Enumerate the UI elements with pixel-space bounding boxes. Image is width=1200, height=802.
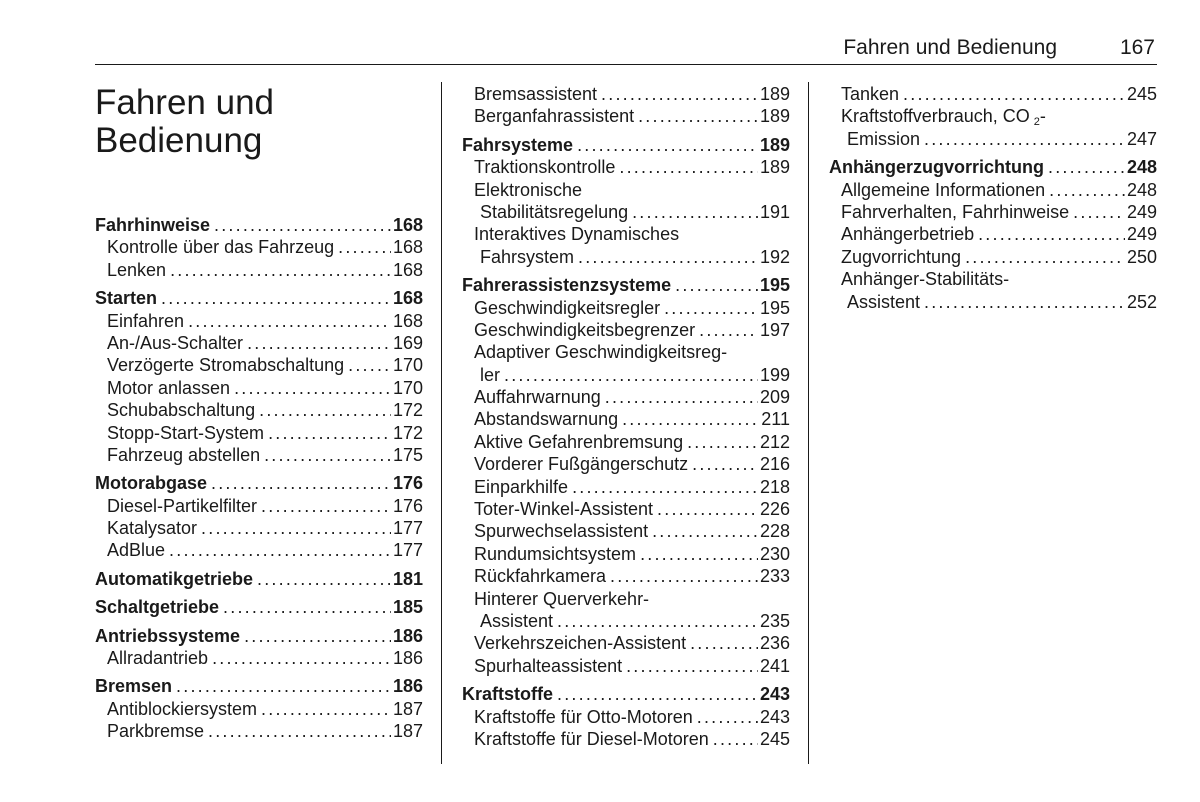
- toc-page-number: 185: [392, 597, 423, 618]
- toc-entry-label: Motor anlassen: [107, 377, 231, 398]
- toc-entry-label: Motorabgase: [95, 473, 208, 494]
- toc-page-number: 172: [392, 422, 423, 443]
- toc-entry[interactable]: [95, 720, 423, 742]
- toc-entry-label: Anhängerzugvorrichtung: [829, 157, 1044, 178]
- toc-entry[interactable]: [462, 201, 790, 223]
- dot-leader: [605, 386, 758, 408]
- toc-entry-label: Traktionskontrolle: [474, 157, 616, 178]
- toc-page-number: 186: [392, 676, 423, 697]
- toc-entry-label: Kraftstoffe für Otto-Motoren: [474, 706, 693, 727]
- toc-column-1: [95, 214, 423, 743]
- dot-leader: [687, 431, 758, 453]
- dot-leader: [557, 683, 758, 705]
- toc-entry-label: Rückfahrkamera: [474, 566, 607, 587]
- dot-leader: [264, 444, 391, 466]
- column-divider: [441, 82, 442, 764]
- dot-leader: [170, 259, 391, 281]
- toc-entry-label: Interaktives Dynamisches: [474, 224, 680, 245]
- toc-entry[interactable]: [95, 444, 423, 466]
- toc-page-number: 168: [392, 215, 423, 235]
- toc-entry-label: Tanken: [841, 84, 900, 104]
- toc-entry-label: Bremsassistent: [474, 84, 598, 104]
- dot-leader: [188, 310, 391, 332]
- dot-leader: [348, 354, 391, 376]
- toc-entry-label: Zugvorrichtung: [841, 246, 962, 267]
- dot-leader: [557, 610, 758, 632]
- dot-leader: [626, 655, 758, 677]
- toc-entry[interactable]: [462, 476, 790, 498]
- toc-entry[interactable]: [462, 543, 790, 565]
- toc-entry[interactable]: [95, 698, 423, 720]
- toc-page-number: 176: [392, 473, 423, 494]
- dot-leader: [713, 728, 758, 750]
- dot-leader: [640, 543, 758, 565]
- toc-entry-label: Diesel-Partikelfilter: [107, 495, 258, 516]
- dot-leader: [675, 274, 758, 296]
- toc-page-number: 195: [759, 297, 790, 318]
- toc-entry: [462, 341, 790, 363]
- dot-leader: [244, 625, 391, 647]
- toc-section-entry[interactable]: [95, 472, 423, 494]
- toc-entry-label: Verkehrszeichen-Assistent: [474, 633, 687, 654]
- dot-leader: [161, 287, 391, 309]
- dot-leader: [622, 408, 759, 430]
- toc-entry[interactable]: [829, 246, 1157, 268]
- toc-entry-label: Geschwindigkeitsbegrenzer: [474, 319, 696, 340]
- dot-leader: [924, 291, 1125, 313]
- toc-entry[interactable]: [95, 517, 423, 539]
- dot-leader: [504, 364, 758, 386]
- toc-page-number: 216: [759, 454, 790, 475]
- dot-leader: [610, 565, 758, 587]
- toc-entry-label: An-/Aus-Schalter: [107, 332, 244, 353]
- toc-entry-label: Schubabschaltung: [107, 400, 256, 421]
- toc-page-number: 209: [759, 387, 790, 408]
- dot-leader: [1049, 179, 1125, 201]
- dot-leader: [924, 128, 1125, 150]
- toc-entry: [829, 268, 1157, 290]
- toc-entry-label: Toter-Winkel-Assistent: [474, 499, 654, 520]
- toc-entry[interactable]: [462, 632, 790, 654]
- toc-entry-label: Kontrolle über das Fahrzeug: [107, 237, 335, 258]
- toc-entry: [462, 223, 790, 245]
- toc-section-entry[interactable]: [829, 156, 1157, 178]
- toc-page-number: 248: [1126, 179, 1157, 200]
- toc-entry[interactable]: [462, 706, 790, 728]
- dot-leader: [577, 134, 758, 156]
- toc-page-number: 189: [759, 157, 790, 178]
- toc-entry-label: Kraftstoffverbrauch, CO: [841, 106, 1030, 127]
- toc-page-number: 181: [392, 568, 423, 589]
- dot-leader: [234, 377, 391, 399]
- dot-leader: [211, 472, 391, 494]
- toc-entry[interactable]: [95, 399, 423, 421]
- toc-entry-label: Adaptiver Geschwindigkeitsreg-: [474, 342, 728, 363]
- dot-leader: [690, 632, 758, 654]
- toc-entry[interactable]: [462, 364, 790, 386]
- toc-page-number: 218: [759, 476, 790, 497]
- toc-entry-label: Lenken: [107, 259, 167, 280]
- dot-leader: [965, 246, 1125, 268]
- toc-page-number: 249: [1126, 201, 1157, 222]
- toc-page-number: 168: [392, 259, 423, 280]
- toc-entry[interactable]: [95, 354, 423, 376]
- running-header: [95, 32, 1157, 65]
- toc-entry[interactable]: [462, 246, 790, 268]
- toc-page-number: 226: [759, 499, 790, 520]
- toc-entry-label: Fahrhinweise: [95, 215, 211, 235]
- toc-entry-label: Automatikgetriebe: [95, 568, 254, 589]
- toc-entry-label: Fahrverhalten, Fahrhinweise: [841, 201, 1070, 222]
- page-number: 167: [1119, 36, 1155, 59]
- toc-page-number: 186: [392, 648, 423, 669]
- dot-leader: [978, 223, 1125, 245]
- toc-section-entry[interactable]: [462, 683, 790, 705]
- toc-entry-label: Katalysator: [107, 518, 198, 539]
- toc-page-number: 187: [392, 721, 423, 742]
- toc-entry-label: Einparkhilfe: [474, 476, 569, 497]
- toc-entry-label: Fahrsysteme: [462, 134, 574, 155]
- toc-page-number: 211: [761, 409, 790, 430]
- toc-entry-label: AdBlue: [107, 540, 166, 561]
- toc-page-number: 189: [759, 134, 790, 155]
- toc-entry[interactable]: [462, 408, 790, 430]
- dot-leader: [664, 297, 758, 319]
- dot-leader: [176, 675, 391, 697]
- dot-leader: [212, 647, 391, 669]
- toc-page-number: 192: [759, 246, 790, 267]
- toc-page-number: 172: [392, 400, 423, 421]
- toc-entry[interactable]: [829, 223, 1157, 245]
- toc-entry-label: Anhänger-Stabilitäts-: [841, 269, 1010, 290]
- toc-entry[interactable]: [462, 83, 790, 105]
- toc-entry-label: Starten: [95, 288, 158, 309]
- dot-leader: [201, 517, 391, 539]
- dot-leader: [601, 83, 758, 105]
- toc-entry-label: Kraftstoffe für Diesel-Motoren: [474, 728, 709, 749]
- toc-entry[interactable]: [95, 647, 423, 669]
- toc-section-entry[interactable]: [95, 596, 423, 618]
- toc-section-entry[interactable]: [95, 625, 423, 647]
- dot-leader: [652, 520, 758, 542]
- toc-entry[interactable]: [462, 297, 790, 319]
- toc-page-number: 187: [392, 698, 423, 719]
- toc-page-number: 169: [392, 332, 423, 353]
- dot-leader: [1073, 201, 1125, 223]
- toc-entry[interactable]: [462, 431, 790, 453]
- column-divider: [808, 82, 809, 764]
- toc-entry[interactable]: [95, 377, 423, 399]
- toc-entry[interactable]: [829, 83, 1157, 105]
- toc-page-number: 241: [759, 655, 790, 676]
- toc-section-entry[interactable]: [95, 568, 423, 590]
- toc-entry[interactable]: [829, 291, 1157, 313]
- toc-entry[interactable]: [829, 128, 1157, 150]
- toc-page-number: 176: [392, 495, 423, 516]
- toc-entry[interactable]: [462, 520, 790, 542]
- toc-entry-label: Rundumsichtsystem: [474, 543, 637, 564]
- toc-entry-label: Vorderer Fußgängerschutz: [474, 454, 689, 475]
- toc-entry[interactable]: [462, 156, 790, 178]
- subscript: 2: [1033, 116, 1040, 129]
- dot-leader: [268, 422, 391, 444]
- dot-leader: [697, 706, 758, 728]
- toc-entry-label: Assistent: [847, 291, 921, 312]
- toc-entry-label: Elektronische: [474, 179, 583, 200]
- toc-entry[interactable]: [95, 310, 423, 332]
- toc-entry[interactable]: [462, 565, 790, 587]
- dot-leader: [338, 236, 391, 258]
- toc-entry-label: Hinterer Querverkehr-: [474, 588, 650, 609]
- toc-page-number: 243: [759, 706, 790, 727]
- toc-page-number: 168: [392, 310, 423, 331]
- dot-leader: [169, 539, 391, 561]
- toc-page-number: 247: [1126, 128, 1157, 149]
- toc-entry-label: Spurwechselassistent: [474, 521, 649, 542]
- label-suffix: -: [1039, 106, 1046, 127]
- toc-page-number: 236: [759, 633, 790, 654]
- dot-leader: [572, 476, 758, 498]
- toc-entry[interactable]: [95, 539, 423, 561]
- toc-page-number: 243: [759, 684, 790, 705]
- toc-page-number: 175: [392, 444, 423, 465]
- dot-leader: [638, 105, 758, 127]
- toc-entry-label: Verzögerte Stromabschaltung: [107, 355, 345, 376]
- toc-column-3: [829, 83, 1157, 313]
- toc-page-number: 250: [1126, 246, 1157, 267]
- dot-leader: [619, 156, 758, 178]
- toc-page-number: 168: [392, 288, 423, 309]
- toc-column-2: [462, 83, 790, 750]
- toc-section-entry[interactable]: [95, 675, 423, 697]
- toc-page-number: 245: [759, 728, 790, 749]
- toc-section-entry[interactable]: [462, 134, 790, 156]
- dot-leader: [208, 720, 391, 742]
- dot-leader: [1048, 156, 1125, 178]
- toc-entry-label: Antriebssysteme: [95, 625, 241, 646]
- toc-page-number: 245: [1126, 84, 1157, 104]
- toc-entry-label: Schaltgetriebe: [95, 597, 220, 618]
- toc-entry-label: Bremsen: [95, 676, 173, 697]
- toc-page-number: 170: [392, 377, 423, 398]
- toc-entry-label: Fahrerassistenzsysteme: [462, 275, 672, 296]
- toc-page-number: 189: [759, 106, 790, 127]
- toc-entry[interactable]: [95, 495, 423, 517]
- toc-entry: [462, 179, 790, 201]
- toc-entry-label: ler: [480, 364, 501, 385]
- toc-entry-label: Aktive Gefahrenbremsung: [474, 431, 684, 452]
- dot-leader: [657, 498, 758, 520]
- toc-entry[interactable]: [95, 422, 423, 444]
- toc-page-number: 195: [759, 275, 790, 296]
- toc-entry[interactable]: [462, 453, 790, 475]
- toc-entry-label: Geschwindigkeitsregler: [474, 297, 661, 318]
- toc-page-number: 235: [759, 610, 790, 631]
- toc-entry-label: Spurhalteassistent: [474, 655, 623, 676]
- toc-page-number: 230: [759, 543, 790, 564]
- toc-page-number: 212: [759, 431, 790, 452]
- toc-entry[interactable]: [462, 498, 790, 520]
- toc-section-entry[interactable]: [95, 287, 423, 309]
- toc-entry-label: Parkbremse: [107, 721, 205, 742]
- dot-leader: [259, 399, 391, 421]
- toc-entry-label: Einfahren: [107, 310, 185, 331]
- toc-page-number: 189: [759, 84, 790, 104]
- toc-page-number: 248: [1126, 157, 1157, 178]
- toc-entry-label: Stopp-Start-System: [107, 422, 265, 443]
- toc-entry-label: Anhängerbetrieb: [841, 224, 975, 245]
- dot-leader: [903, 83, 1125, 105]
- toc-entry-label: Auffahrwarnung: [474, 387, 601, 408]
- toc-entry-label: Assistent: [480, 610, 554, 631]
- toc-entry[interactable]: [462, 610, 790, 632]
- toc-entry-label: Kraftstoffe: [462, 684, 554, 705]
- toc-page-number: 170: [392, 355, 423, 376]
- dot-leader: [261, 495, 391, 517]
- toc-entry-label: Berganfahrassistent: [474, 106, 635, 127]
- toc-entry: [462, 588, 790, 610]
- toc-entry[interactable]: [95, 236, 423, 258]
- toc-section-entry[interactable]: [95, 214, 423, 236]
- toc-page-number: 252: [1126, 291, 1157, 312]
- dot-leader: [699, 319, 758, 341]
- toc-page-number: 249: [1126, 224, 1157, 245]
- toc-entry[interactable]: [462, 386, 790, 408]
- toc-entry-label: Allradantrieb: [107, 648, 209, 669]
- chapter-title: Fahren und Bedienung: [95, 83, 275, 160]
- toc-entry[interactable]: [95, 259, 423, 281]
- toc-entry[interactable]: [95, 332, 423, 354]
- toc-page-number: 186: [392, 625, 423, 646]
- dot-leader: [632, 201, 758, 223]
- dot-leader: [214, 214, 391, 236]
- toc-page-number: 233: [759, 566, 790, 587]
- toc-entry[interactable]: [829, 201, 1157, 223]
- toc-page-number: 228: [759, 521, 790, 542]
- dot-leader: [261, 698, 391, 720]
- toc-entry-label: Allgemeine Informationen: [841, 179, 1046, 200]
- toc-entry-label: Fahrsystem: [480, 246, 575, 267]
- dot-leader: [247, 332, 391, 354]
- toc-entry-label: Emission: [847, 128, 921, 149]
- toc-entry[interactable]: [462, 655, 790, 677]
- toc-entry-label: Abstandswarnung: [474, 409, 619, 430]
- toc-page-number: 177: [392, 518, 423, 539]
- toc-entry-label: Antiblockiersystem: [107, 698, 258, 719]
- dot-leader: [692, 453, 758, 475]
- toc-page-number: 197: [759, 319, 790, 340]
- toc-page-number: 191: [759, 201, 790, 222]
- toc-entry[interactable]: [462, 728, 790, 750]
- toc-section-entry[interactable]: [462, 274, 790, 296]
- running-title: Fahren und Bedienung: [843, 36, 1057, 59]
- toc-entry: [829, 105, 1157, 127]
- toc-page-number: 199: [759, 364, 790, 385]
- dot-leader: [257, 568, 391, 590]
- toc-entry-label: Stabilitätsregelung: [480, 201, 629, 222]
- toc-entry[interactable]: [462, 319, 790, 341]
- toc-entry-label: Fahrzeug abstellen: [107, 444, 261, 465]
- toc-page-number: 177: [392, 540, 423, 561]
- toc-entry[interactable]: [829, 179, 1157, 201]
- toc-page-number: 168: [392, 237, 423, 258]
- dot-leader: [223, 596, 391, 618]
- dot-leader: [578, 246, 758, 268]
- toc-entry[interactable]: [462, 105, 790, 127]
